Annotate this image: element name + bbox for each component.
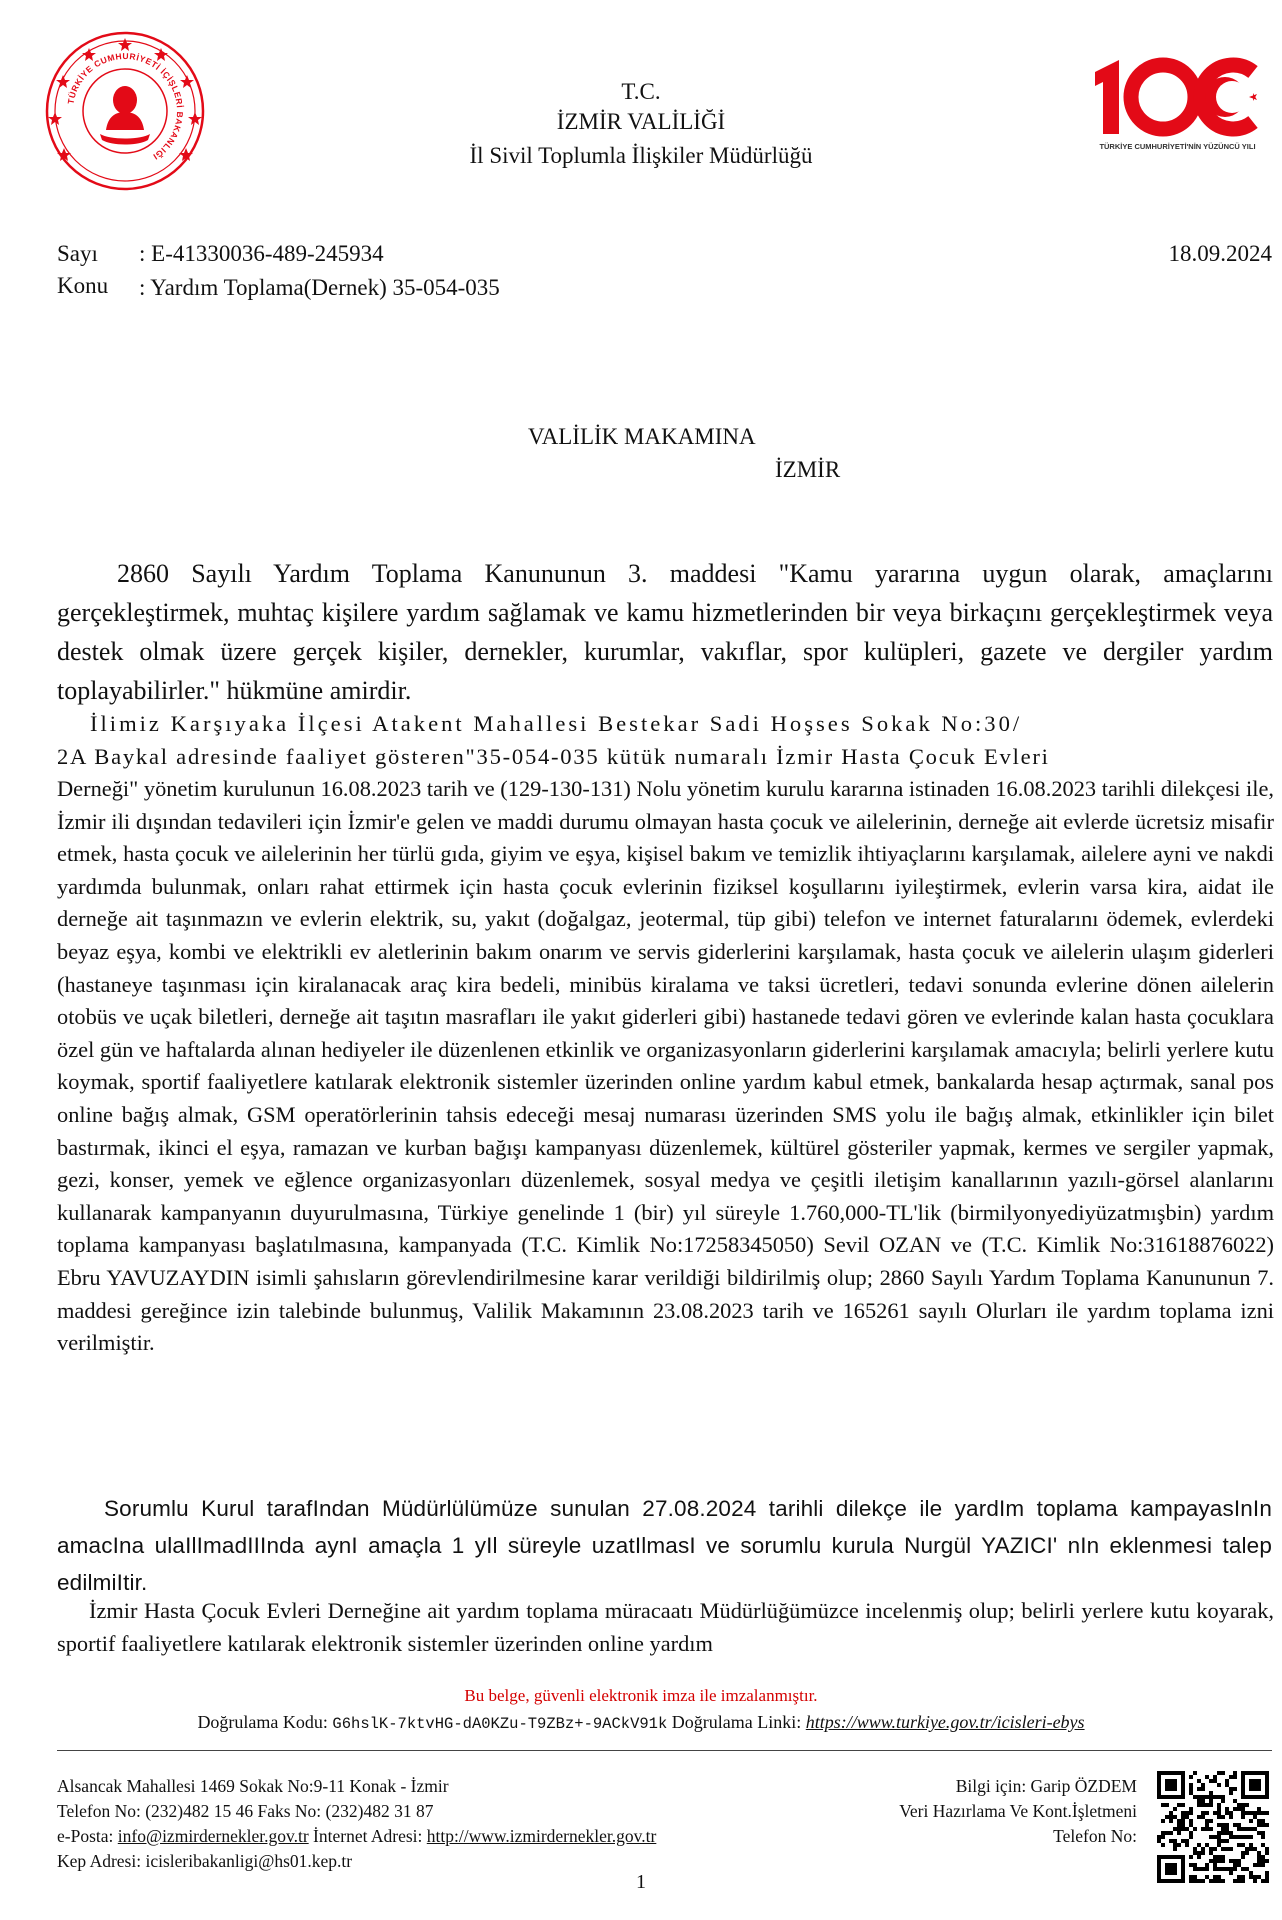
body-paragraph-2: Derneği" yönetim kurulunun 16.08.2023 tarih ve (129-130-131) Nolu yönetim kurulu kararına istinaden 16.08.2023 tarihli dilekçesi ile, İzmir ili dışından tedavileri için İzmir'e gelen ve maddi durumu olmayan hasta çocuk ve ailelerinin, derneğe ait evlerde ücretsiz misafir etmek, hasta çocuk ve ailelerinin her türlü gıda, giyim ve eşya, kişisel bakım ve temizlik ihtiyaçlarını karşılamak, ailelere ayni ve nakdi yardımda bulunmak, onları rahat ettirmek için hasta çocuk evlerinin fiziksel koşullarını iyileştirmek, evlerin varsa kira, aidat ile derneğe ait taşınmazın ve evlerin elektrik, su, yakıt (doğalgaz, jeotermal, tüp gibi) telefon ve internet faturalarını ödemek, evlerdeki beyaz eşya, kombi ve elektrikli ev aletlerinin bakım onarım ve servis giderlerini karşılamak, hasta çocuk ve ailelerin ulaşım giderleri (hastaneye taşınması için kiralanacak araç kira bedeli, minibüs kiralama ve taksi ücretleri, tedavi sonunda evlerine dönen ailelerin otobüs ve uçak biletleri, derneğe ait taşıtın masrafları ile yakıt giderleri gibi) hastanede tedavi gören ve evlerinde kalan hasta çocuklara özel gün ve haftalarda alınan hediyeler ile düzenlenen etkinlik ve organizasyonların giderlerini karşılamak amacıyla; belirli yerlere kutu koymak, sportif faaliyetlere katılarak elektronik sistemler üzerinden online yardım kabul etmek, bankalarda hesap açtırmak, sanal pos online bağış almak, GSM operatörlerinin tahsis edeceği mesaj numarası üzerinden SMS yolu ile bağış almak, etkinlikler için bilet bastırmak, ikinci el eşya, ramazan ve kurban bağışı kampanyası düzenlemek, kültürel gösteriler yapmak, kermes ve sergiler yapmak, gezi, konser, yemek ve eğlence organizasyonları düzenlemek, sosyal medya ve çeşitli iletişim kanallarının yazılı-görsel alanlarını kullanarak kampanyanın duyurulmasına, Türkiye genelinde 1 (bir) yıl süreyle 1.760,000-TL'lik (birmilyonyediyüzatmışbin) yardım toplama kampanyası başlatılmasına, kampanyada (T.C. Kimlik No:17258345050) Sevil OZAN ve (T.C. Kimlik No:31618876022) Ebru YAVUZAYDIN isimli şahısların görevlendirilmesine karar verildiği bildirilmiş olup; 2860 Sayılı Yardım Toplama Kanununun 7. maddesi gereğince izin talebinde bulunmuş, Valilik Makamının 23.08.2023 tarih ve 165261 sayılı Olurları ile yardım toplama izni verilmiştir. xyxy=(57,776,1274,1356)
header-tc: T.C. xyxy=(621,79,661,104)
body-paragraph-2-line-2: 2A Baykal adresinde faaliyet gösteren"35-054-035 kütük numaralı İzmir Hasta Çocuk Evleri xyxy=(57,744,1050,769)
document-date: 18.09.2024 xyxy=(1168,241,1272,266)
footer-kep: Kep Adresi: icisleribakanligi@hs01.kep.tr xyxy=(57,1851,353,1871)
body-paragraph-1: 2860 Sayılı Yardım Toplama Kanununun 3. maddesi "Kamu yararına uygun olarak, amaçlarını gerçekleştirmek, muhtaç kişilere yardım sağlamak ve kamu hizmetlerinden bir veya birkaçını gerçekleştirmek veya destek olmak üzere gerçek kişiler, dernekler, kurumlar, vakıflar, spor kulüpleri, gazete ve dergiler yardım toplayabilirler." hükmüne amirdir. xyxy=(57,559,1273,705)
konu-value: : Yardım Toplama(Dernek) 35-054-035 xyxy=(139,275,500,300)
header-directorate: İl Sivil Toplumla İlişkiler Müdürlüğü xyxy=(469,143,813,168)
body-paragraph-3: Sorumlu Kurul tarafIndan Müdürlülümüze sunulan 27.08.2024 tarihli dilekçe ile yardIm toplama kampayasInIn amacIna ulaIlImadIIInda aynI amaçla 1 yIl süreyle uzatIlmasI ve sorumlu kurula Nurgül YAZICI' nIn eklenmesi talep edilmiItir. xyxy=(57,1496,1272,1595)
web-link[interactable]: http://www.izmirdernekler.gov.tr xyxy=(426,1826,657,1846)
qr-code xyxy=(1157,1771,1269,1883)
verification-line xyxy=(0,1712,1282,1733)
web-label: İnternet Adresi: xyxy=(313,1826,423,1846)
info-phone: Telefon No: xyxy=(1053,1826,1137,1846)
recipient-city: İZMİR xyxy=(775,457,841,482)
e-signature-note: Bu belge, güvenli elektronik imza ile imzalanmıştır. xyxy=(464,1686,818,1705)
footer-divider xyxy=(57,1750,1272,1751)
konu-label: Konu xyxy=(57,273,109,298)
header-governorship: İZMİR VALİLİĞİ xyxy=(556,109,726,134)
centennial-caption: TÜRKİYE CUMHURİYETİ'NİN YÜZÜNCÜ YILI xyxy=(1099,142,1256,151)
recipient-office: VALİLİK MAKAMINA xyxy=(528,424,756,449)
info-role: Veri Hazırlama Ve Kont.İşletmeni xyxy=(899,1801,1137,1821)
verification-code-label: Doğrulama Kodu: xyxy=(197,1712,328,1732)
svg-text:TÜRKİYE CUMHURİYETİ İÇİŞLERİ B: TÜRKİYE CUMHURİYETİ İÇİŞLERİ BAKANLIĞI xyxy=(65,50,186,163)
page-number: 1 xyxy=(636,1871,646,1893)
info-contact: Bilgi için: Garip ÖZDEM xyxy=(955,1776,1137,1796)
sayi-label: Sayı xyxy=(57,241,98,266)
body-paragraph-2-line-1: İlimiz Karşıyaka İlçesi Atakent Mahallesi Bestekar Sadi Hoşses Sokak No:30/ xyxy=(90,711,1023,736)
verification-code: G6hslK-7ktvHG-dA0KZu-T9ZBz+-9ACkV91k xyxy=(332,1715,668,1733)
email-label: e-Posta: xyxy=(57,1826,114,1846)
verification-link-label: Doğrulama Linki: xyxy=(671,1712,802,1732)
verification-link[interactable]: https://www.turkiye.gov.tr/icisleri-ebys xyxy=(805,1712,1085,1732)
qr-code-icon xyxy=(1157,1771,1269,1883)
footer-phone-fax: Telefon No: (232)482 15 46 Faks No: (232)482 31 87 xyxy=(57,1801,434,1821)
email-link[interactable]: info@izmirdernekler.gov.tr xyxy=(117,1826,309,1846)
footer-email-web xyxy=(57,1824,656,1849)
body-paragraph-4: İzmir Hasta Çocuk Evleri Derneğine ait yardım toplama müracaatı Müdürlüğümüzce incelenmiş olup; belirli yerlere kutu koyarak, sportif faaliyetlere katılarak elektronik sistemler üzerinden online yardım xyxy=(57,1598,1274,1656)
sayi-value: : E-41330036-489-245934 xyxy=(139,241,384,266)
footer-address: Alsancak Mahallesi 1469 Sokak No:9-11 Konak - İzmir xyxy=(57,1776,449,1796)
